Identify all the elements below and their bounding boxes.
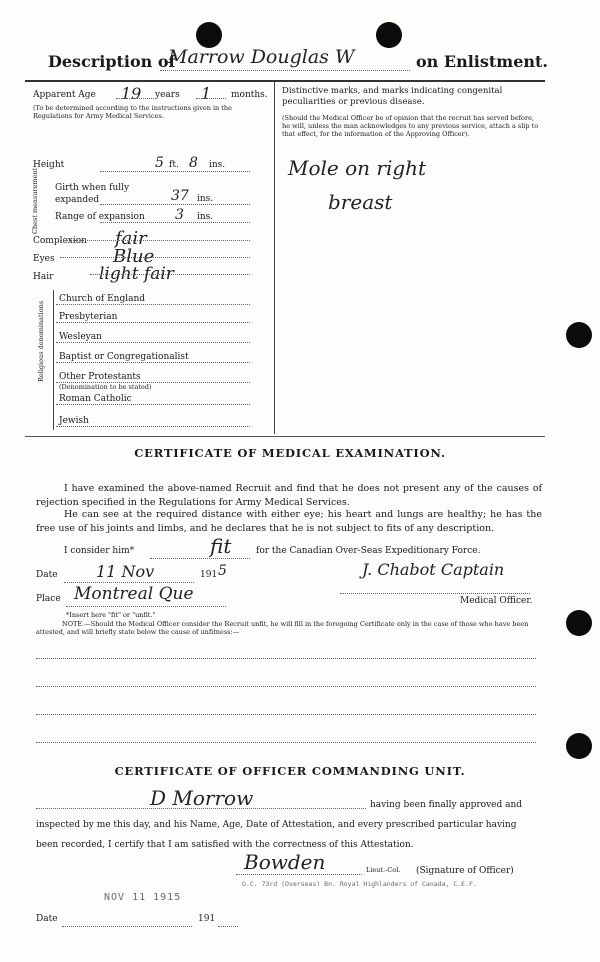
unfit-cause-line-4 <box>36 742 536 743</box>
marks-handwritten-2: breast <box>328 190 393 214</box>
title-suffix: on Enlistment. <box>416 52 548 71</box>
medical-place-value: Montreal Que <box>74 584 194 604</box>
binder-hole-top-left <box>196 22 222 48</box>
title-underline <box>25 80 545 82</box>
complexion-label: Complexion <box>33 236 87 246</box>
complexion-value: fair <box>115 228 147 249</box>
commanding-recruit-name: D Morrow <box>150 786 254 810</box>
religion-jewish: Jewish <box>59 416 89 426</box>
years-label: years <box>155 90 180 100</box>
binder-hole-right-2 <box>566 610 592 636</box>
commanding-heading: CERTIFICATE OF OFFICER COMMANDING UNIT. <box>114 764 466 778</box>
consider-suffix: for the Canadian Over-Seas Expeditionary Force. <box>256 546 481 556</box>
medical-para-1: I have examined the above-named Recruit and find that he does not present any of the causes of rejection specified in the Regulations for Army Medical Services. <box>36 483 542 508</box>
distinctive-marks-section <box>282 86 542 426</box>
medical-date-label: Date <box>36 570 58 580</box>
age-months: 1 <box>201 84 212 103</box>
commanding-rank: Lieut.-Col. <box>366 866 401 874</box>
recruit-name: Marrow Douglas W <box>168 46 355 68</box>
binder-hole-right-3 <box>566 733 592 759</box>
marks-handwritten-1: Mole on right <box>288 156 427 180</box>
section-divider-1 <box>25 436 545 437</box>
medical-officer-signature: J. Chabot Captain <box>362 560 505 579</box>
commanding-date-label: Date <box>36 914 58 924</box>
title-prefix: Description of <box>48 52 176 71</box>
date-stamp: NOV 11 1915 <box>104 892 182 903</box>
religion-church-of-england: Church of England <box>59 294 146 304</box>
hair-label: Hair <box>33 272 54 282</box>
description-title <box>48 46 568 74</box>
eyes-label: Eyes <box>33 254 55 264</box>
height-ft: 5 <box>155 155 164 171</box>
ins-label-girth: ins. <box>197 194 214 204</box>
religion-presbyterian: Presbyterian <box>59 312 118 322</box>
hair-value: light fair <box>99 264 174 284</box>
girth-label: Girth when fully expanded <box>55 183 130 205</box>
medical-para-2: He can see at the required distance with either eye; his heart and lungs are healthy; he has the free use of his joints and limbs, and he declares that he is not subject to fits of any description. <box>36 509 542 534</box>
eyes-value: Blue <box>113 246 155 267</box>
binder-hole-right-1 <box>566 322 592 348</box>
medical-date-value: 11 Nov <box>96 562 155 581</box>
religion-other-note: (Denomination to be stated) <box>59 383 152 391</box>
girth-value: 37 <box>171 188 189 204</box>
medical-year-hand: 5 <box>218 563 227 579</box>
column-divider <box>274 82 275 434</box>
unit-stamp: O.C. 73rd (Overseas) Bn. Royal Highlanders of Canada, C.E.F. <box>242 880 477 888</box>
age-years: 19 <box>121 84 142 103</box>
marks-heading: Distinctive marks, and marks indicating congenital peculiarities or previous disease. <box>282 86 503 107</box>
binder-hole-top-right <box>376 22 402 48</box>
chest-group-label: Chest measurement <box>31 167 39 234</box>
medical-note: NOTE.—Should the Medical Officer consider the Recruit unfit, he will fill in the foregoing Certificate only in the case of those who have been attested, and will briefly state below the cause of unfitness:— <box>36 620 529 636</box>
months-label: months. <box>231 90 268 100</box>
ins-label-height: ins. <box>209 160 226 170</box>
range-value: 3 <box>175 207 184 223</box>
medical-year-printed: 191 <box>200 570 218 580</box>
age-note: (To be determined according to the instructions given in the Regulations for Army Medical Services. <box>33 104 232 120</box>
insert-note: *Insert here "fit" or "unfit." <box>66 611 156 619</box>
ft-label: ft. <box>169 160 179 170</box>
religion-other-protestants: Other Protestants <box>59 372 141 382</box>
commanding-signature-label: (Signature of Officer) <box>416 866 514 876</box>
ins-label-range: ins. <box>197 212 214 222</box>
commanding-line-3: been recorded, I certify that I am satisfied with the correctness of this Attestation. <box>36 840 414 850</box>
religion-wesleyan: Wesleyan <box>59 332 102 342</box>
height-label: Height <box>33 160 65 170</box>
medical-officer-label: Medical Officer. <box>460 596 533 606</box>
commanding-officer-signature: Bowden <box>244 850 326 874</box>
religion-roman-catholic: Roman Catholic <box>59 394 132 404</box>
unfit-cause-line-2 <box>36 686 536 687</box>
commanding-year-printed: 191 <box>198 914 216 924</box>
range-label: Range of expansion <box>55 212 145 222</box>
commanding-line-2: inspected by me this day, and his Name, Age, Date of Attestation, and every prescribed particular having <box>36 820 517 830</box>
consider-value: fit <box>210 534 232 558</box>
commanding-line-1-suffix: having been finally approved and <box>370 800 523 810</box>
unfit-cause-line-1 <box>36 658 536 659</box>
marks-note: (Should the Medical Officer be of opinion that the recruit has served before, he will, unless the man acknowledges to any previous service, attach a slip to that effect, for the information of the Approving Officer). <box>282 114 539 138</box>
age-label: Apparent Age <box>33 90 96 100</box>
height-in: 8 <box>189 155 198 171</box>
unfit-cause-line-3 <box>36 714 536 715</box>
medical-heading: CERTIFICATE OF MEDICAL EXAMINATION. <box>134 446 446 460</box>
consider-label: I consider him* <box>64 546 135 556</box>
religion-group-label: Religious denominations <box>37 300 45 382</box>
medical-place-label: Place <box>36 594 61 604</box>
religion-baptist: Baptist or Congregationalist <box>59 352 189 362</box>
